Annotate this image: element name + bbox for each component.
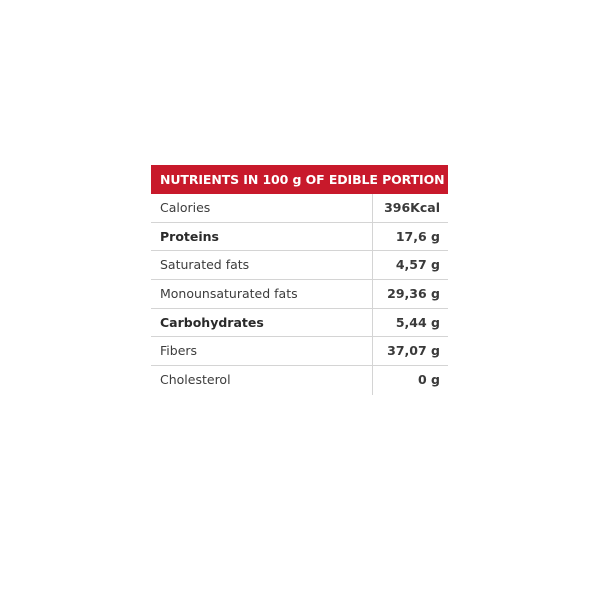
row-label: Proteins <box>151 223 373 251</box>
row-value: 396Kcal <box>384 200 440 215</box>
row-value: 4,57 g <box>395 257 440 273</box>
row-label: Cholesterol <box>151 366 373 395</box>
row-label: Saturated fats <box>151 251 373 279</box>
table-row-fibers <box>151 337 448 366</box>
table-row-monounsaturated-fats <box>151 280 448 309</box>
table-row-calories <box>151 194 448 223</box>
row-value: 17,6 g <box>395 228 440 244</box>
row-value: 37,07 g <box>387 343 440 359</box>
row-label: Calories <box>151 194 373 222</box>
nutrition-table <box>151 165 448 395</box>
table-row-proteins <box>151 223 448 252</box>
row-value: 5,44 g <box>395 314 440 330</box>
row-value: 29,36 g <box>387 286 440 302</box>
table-row-saturated-fats <box>151 251 448 280</box>
row-label: Fibers <box>151 337 373 365</box>
row-value: 0 g <box>418 372 440 388</box>
table-row-carbohydrates <box>151 309 448 338</box>
table-header: NUTRIENTS IN 100 g OF EDIBLE PORTION <box>151 165 448 194</box>
table-row-cholesterol <box>151 366 448 395</box>
row-label: Carbohydrates <box>151 309 373 337</box>
row-label: Monounsaturated fats <box>151 280 373 308</box>
